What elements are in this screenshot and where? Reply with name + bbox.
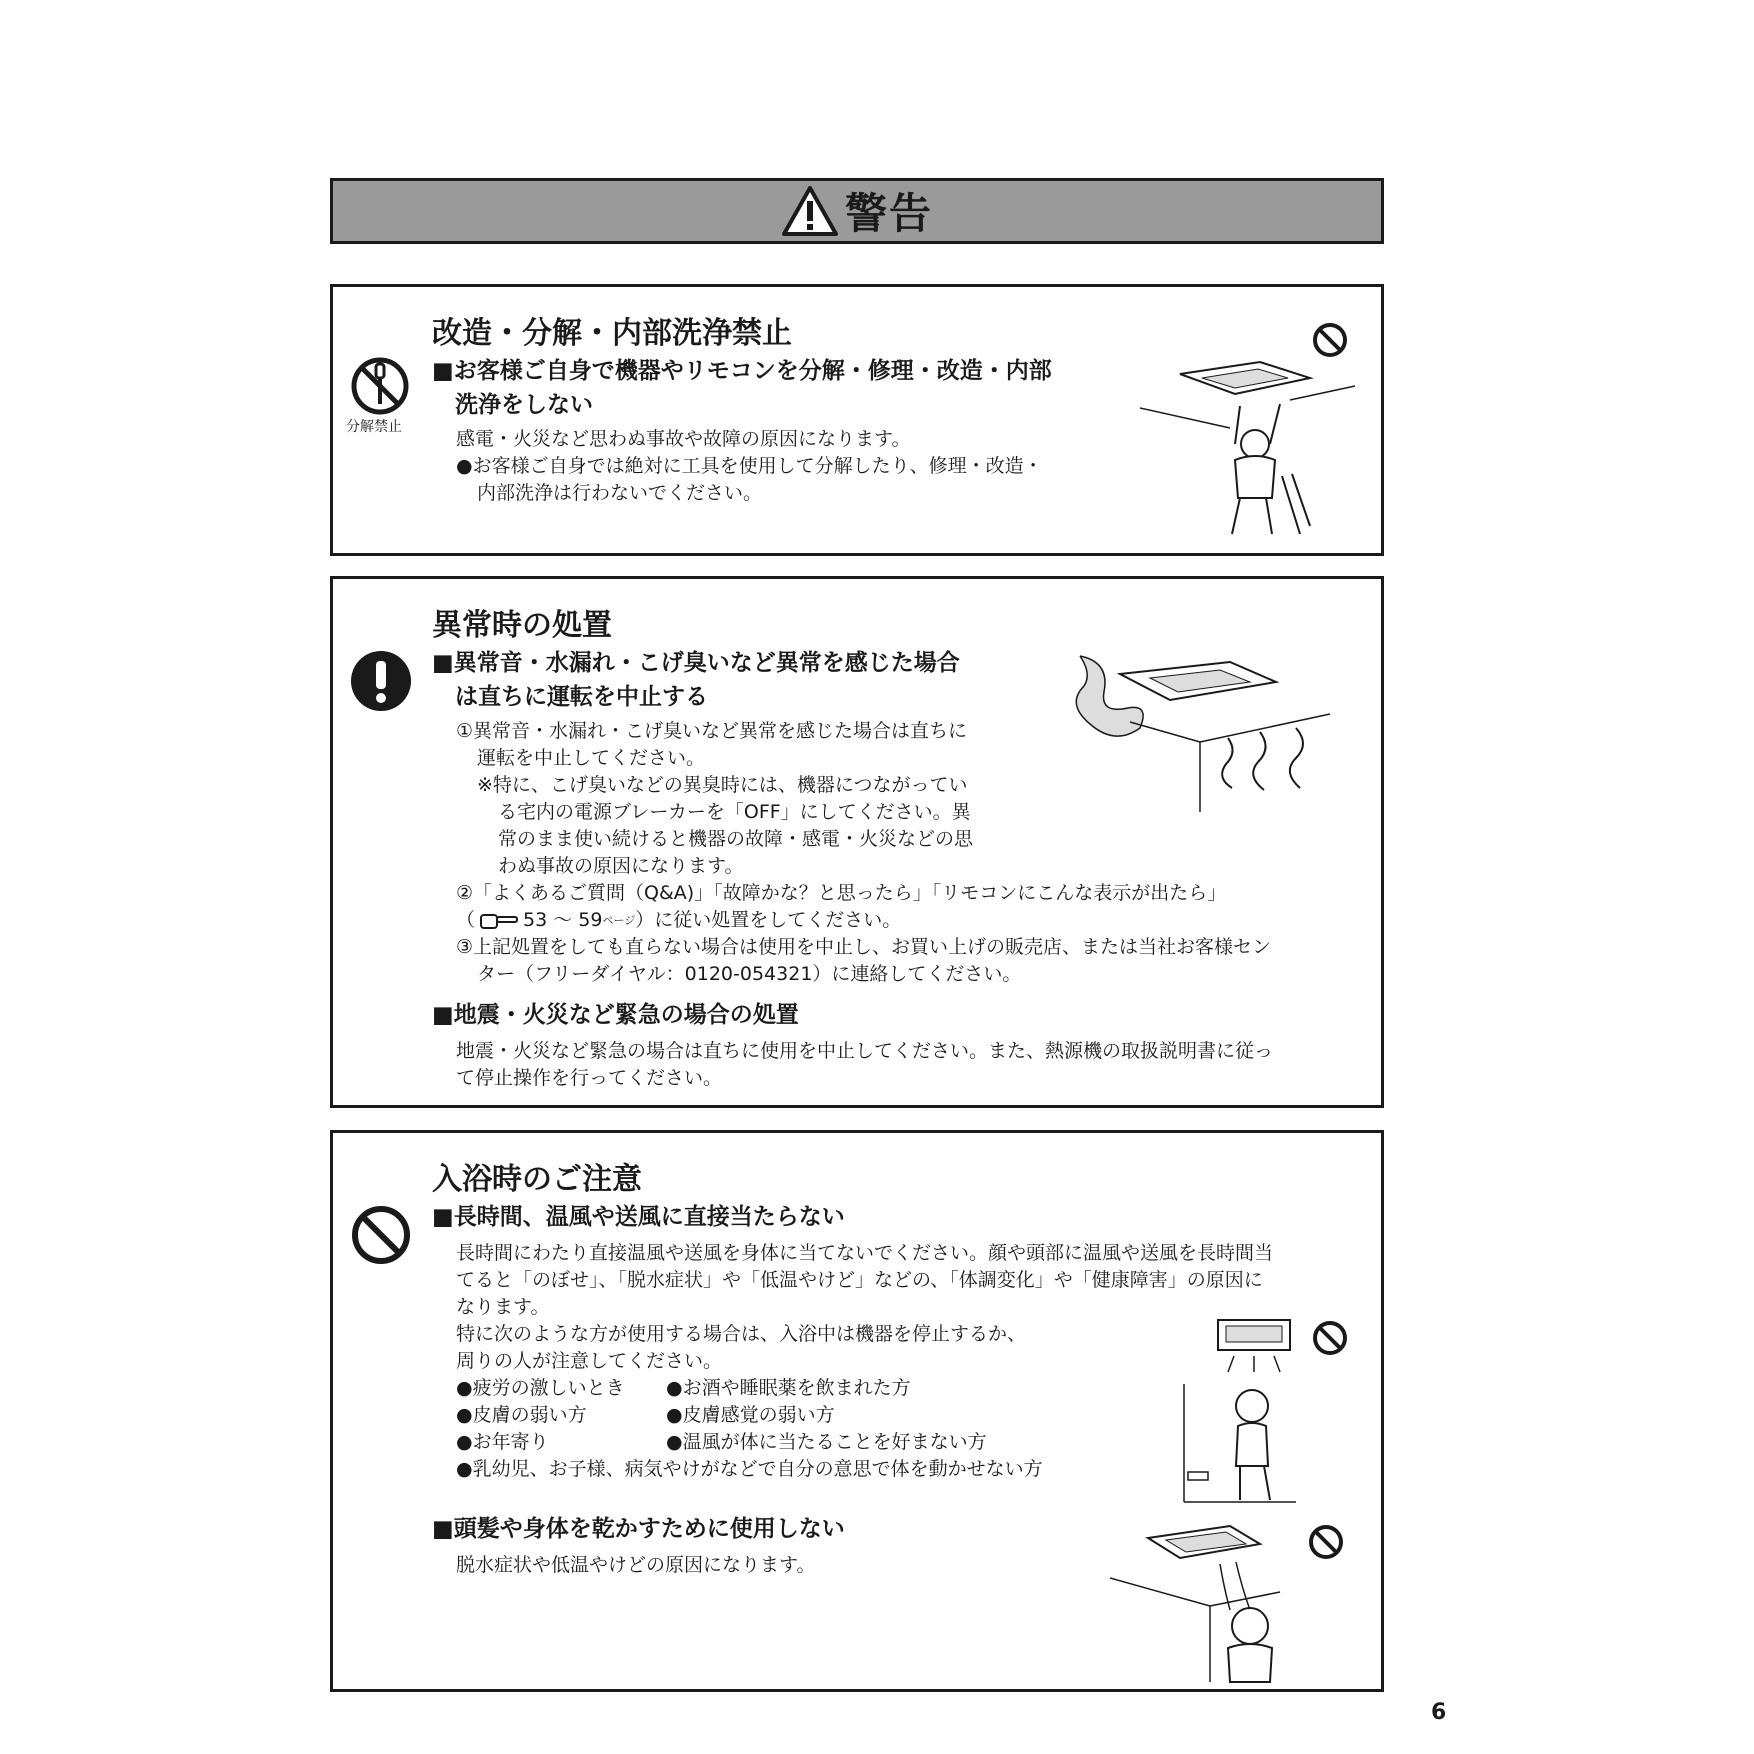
prohibition-icon [350, 1204, 412, 1266]
section2-note-line3: 常のまま使い続けると機器の故障・感電・火災などの思 [498, 828, 974, 850]
section2-heading-line1: ■異常音・水漏れ・こげ臭いなど異常を感じた場合 [432, 650, 960, 676]
section3-body1-line2: てると「のぼせ」、「脱水症状」や「低温やけど」などの、「体調変化」や「健康障害」の原因に [456, 1269, 1263, 1291]
section1-bullet-line2: 内部洗浄は行わないでください。 [477, 482, 763, 504]
section2-item2-line1: ②「よくあるご質問（Q&A)」「故障かな？と思ったら」「リモコンにこんな表示が出たら」 [456, 882, 1227, 904]
section3-body2-line1: 脱水症状や低温やけどの原因になります。 [456, 1554, 816, 1576]
section3-list-a1: ●疲労の激しいとき [456, 1377, 625, 1399]
reference-page-unit: ページ [602, 914, 636, 927]
section3-list-a3: ●お年寄り [456, 1431, 549, 1453]
person-repairing-ceiling-unit-illustration [1140, 356, 1360, 536]
warning-banner [330, 178, 1384, 244]
section2-note-line2: る宅内の電源ブレーカーを「OFF」にしてください。異 [498, 801, 971, 823]
section3-body1-line1: 長時間にわたり直接温風や送風を身体に当てないでください。顔や頭部に温風や送風を長時間当 [456, 1242, 1274, 1264]
reference-page-range: 53 ～ 59 [523, 909, 603, 931]
section2-item2-line2 [456, 907, 901, 934]
section3-list-b2: ●皮膚感覚の弱い方 [666, 1404, 835, 1426]
no-disassembly-label: 分解禁止 [346, 419, 402, 435]
section3-body1-line4: 特に次のような方が使用する場合は、入浴中は機器を停止するか、 [456, 1323, 1027, 1345]
pointing-hand-icon [479, 911, 519, 931]
section2-title: 異常時の処置 [432, 608, 612, 643]
section1-heading-line2: 洗浄をしない [455, 392, 593, 418]
section1-bullet-line1: ●お客様ご自身では絶対に工具を使用して分解したり、修理・改造・ [456, 455, 1043, 477]
section3-title: 入浴時のご注意 [432, 1162, 642, 1197]
ceiling-unit-smoke-illustration [1060, 652, 1350, 817]
section2-item3-line2: ター（フリーダイヤル：0120-054321）に連絡してください。 [477, 963, 1022, 985]
bathing-person-illustration [1180, 1316, 1360, 1506]
section3-list-b1: ●お酒や睡眠薬を飲まれた方 [666, 1377, 911, 1399]
section3-list-c: ●乳幼児、お子様、病気やけがなどで自分の意思で体を動かせない方 [456, 1458, 1043, 1480]
section2-item3-line1: ③上記処置をしても直らない場合は使用を中止し、お買い上げの販売店、または当社お客様セン [456, 936, 1272, 958]
section1-body: 感電・火災など思わぬ事故や故障の原因になります。 [456, 428, 911, 450]
reference-open-paren: （ [456, 909, 476, 931]
banner-title: 警告 [844, 189, 933, 238]
section3-body1-line5: 周りの人が注意してください。 [456, 1350, 723, 1372]
section2-item1-line2: 運転を中止してください。 [477, 747, 706, 769]
no-disassembly-icon [350, 356, 410, 416]
section2-heading2: ■地震・火災など緊急の場合の処置 [432, 1002, 799, 1028]
section3-body1-line3: なります。 [456, 1296, 550, 1318]
section2-note-line1: ※特に、こげ臭いなどの異臭時には、機器につながってい [477, 774, 968, 796]
section3-list-a2: ●皮膚の弱い方 [456, 1404, 587, 1426]
section3-heading2: ■頭髪や身体を乾かすために使用しない [432, 1516, 845, 1542]
warning-triangle-icon [781, 185, 839, 237]
section2-heading-line2: は直ちに運転を中止する [455, 684, 708, 710]
page-number: 6 [1431, 1700, 1447, 1725]
reference-tail: ）に従い処置をしてください。 [635, 909, 902, 931]
section1-heading-line1: ■お客様ご自身で機器やリモコンを分解・修理・改造・内部 [432, 358, 1052, 384]
section1-title: 改造・分解・内部洗浄禁止 [432, 316, 792, 351]
section2-note-line4: わぬ事故の原因になります。 [498, 855, 744, 877]
mandatory-exclamation-icon [350, 650, 412, 712]
hair-drying-person-illustration [1110, 1518, 1360, 1684]
section3-heading1: ■長時間、温風や送風に直接当たらない [432, 1204, 845, 1230]
section2-item1-line1: ①異常音・水漏れ・こげ臭いなど異常を感じた場合は直ちに [456, 720, 968, 742]
section3-list-b3: ●温風が体に当たることを好まない方 [666, 1431, 987, 1453]
prohibition-icon [1312, 322, 1348, 358]
section2-body2-line2: て停止操作を行ってください。 [456, 1067, 723, 1089]
section2-body2-line1: 地震・火災など緊急の場合は直ちに使用を中止してください。また、熱源機の取扱説明書に従っ [456, 1040, 1274, 1062]
